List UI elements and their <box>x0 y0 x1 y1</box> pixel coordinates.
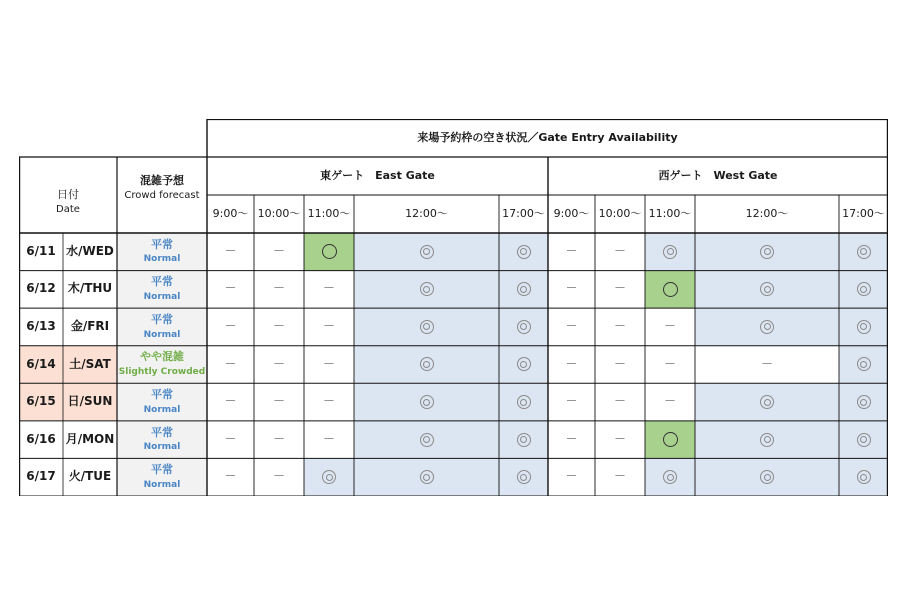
slot-east-3 <box>354 308 499 346</box>
available-mark-icon <box>857 282 871 296</box>
slot-west-3 <box>695 346 839 384</box>
slot-east-2 <box>304 421 354 459</box>
time-header-west-0 <box>548 195 595 233</box>
unavailable-mark-icon: － <box>565 394 578 409</box>
slot-west-0 <box>548 383 595 421</box>
available-mark-icon <box>517 395 531 409</box>
unavailable-mark-icon: － <box>272 394 285 409</box>
slot-west-2 <box>645 383 695 421</box>
available-mark-icon <box>517 470 531 484</box>
available-mark-icon <box>420 320 434 334</box>
slot-east-0 <box>207 308 254 346</box>
slot-east-3 <box>354 458 499 496</box>
unavailable-mark-icon: － <box>322 356 335 371</box>
available-mark-icon <box>420 395 434 409</box>
slot-east-0 <box>207 271 254 309</box>
available-mark-icon <box>760 470 774 484</box>
time-label: 17:00～ <box>842 206 885 220</box>
time-label: 9:00～ <box>212 206 249 220</box>
slot-west-2 <box>645 271 695 309</box>
unavailable-mark-icon: － <box>613 469 626 484</box>
row-date: 6/15 <box>19 383 63 421</box>
slot-west-3 <box>695 271 839 309</box>
unavailable-mark-icon: － <box>613 394 626 409</box>
slot-west-1 <box>595 271 645 309</box>
west-gate-header <box>548 157 888 195</box>
slot-west-1 <box>595 346 645 384</box>
gate-availability-table <box>19 119 888 496</box>
slot-east-1 <box>254 458 304 496</box>
time-header-east-4 <box>499 195 548 233</box>
unavailable-mark-icon: － <box>613 319 626 333</box>
available-mark-icon <box>663 470 677 484</box>
unavailable-mark-icon: － <box>613 281 626 296</box>
slot-west-2 <box>645 458 695 496</box>
east-gate-label: 東ゲート East Gate <box>320 168 435 182</box>
time-header-west-1 <box>595 195 645 233</box>
available-mark-icon <box>857 433 871 447</box>
available-mark-icon <box>760 320 774 334</box>
unavailable-mark-icon: － <box>322 281 335 296</box>
slot-east-0 <box>207 458 254 496</box>
forecast-label-en: Crowd forecast <box>124 189 200 201</box>
slot-east-4 <box>499 458 548 496</box>
available-mark-icon <box>322 470 336 484</box>
availability-title-text: 来場予約枠の空き状況／Gate Entry Availability <box>417 130 678 144</box>
row-date: 6/13 <box>19 308 63 346</box>
forecast-jp: 平常 <box>151 275 173 289</box>
slot-west-4 <box>839 346 888 384</box>
available-mark-icon <box>760 433 774 447</box>
unavailable-mark-icon: － <box>224 394 237 409</box>
forecast-jp: 平常 <box>151 312 173 326</box>
time-label: 11:00～ <box>648 206 692 220</box>
available-mark-icon <box>420 470 434 484</box>
unavailable-mark-icon: － <box>613 431 626 446</box>
unavailable-mark-icon: － <box>224 431 237 446</box>
forecast-en: Slightly Crowded <box>118 367 206 378</box>
slot-west-3 <box>695 233 839 271</box>
crowd-forecast <box>117 271 207 309</box>
slot-west-4 <box>839 271 888 309</box>
slot-east-1 <box>254 233 304 271</box>
east-gate-header <box>207 157 548 195</box>
available-mark-icon <box>760 395 774 409</box>
forecast-en: Normal <box>143 404 181 415</box>
slot-west-2 <box>645 233 695 271</box>
crowd-forecast <box>117 383 207 421</box>
few-seats-mark-icon <box>663 432 678 447</box>
unavailable-mark-icon: － <box>224 356 237 371</box>
forecast-label-jp: 混雑予想 <box>140 173 184 187</box>
availability-title <box>207 119 888 157</box>
unavailable-mark-icon: － <box>322 394 335 409</box>
few-seats-mark-icon <box>663 282 678 297</box>
slot-west-1 <box>595 308 645 346</box>
time-header-east-3 <box>354 195 499 233</box>
date-label-jp: 日付 <box>57 187 79 201</box>
row-day: 木/THU <box>63 271 117 309</box>
slot-east-4 <box>499 421 548 459</box>
available-mark-icon <box>517 433 531 447</box>
slot-east-2 <box>304 346 354 384</box>
slot-east-2 <box>304 383 354 421</box>
date-header <box>19 157 117 233</box>
slot-west-0 <box>548 458 595 496</box>
available-mark-icon <box>517 282 531 296</box>
forecast-en: Normal <box>143 329 181 340</box>
available-mark-icon <box>663 245 677 259</box>
available-mark-icon <box>760 282 774 296</box>
unavailable-mark-icon: － <box>613 356 626 371</box>
unavailable-mark-icon: － <box>663 356 676 371</box>
slot-west-1 <box>595 421 645 459</box>
unavailable-mark-icon: － <box>565 431 578 446</box>
unavailable-mark-icon: － <box>565 319 578 333</box>
forecast-en: Normal <box>143 479 181 490</box>
slot-east-1 <box>254 383 304 421</box>
row-date: 6/11 <box>19 233 63 271</box>
unavailable-mark-icon: － <box>224 469 237 484</box>
slot-east-4 <box>499 383 548 421</box>
slot-west-0 <box>548 346 595 384</box>
forecast-jp: 平常 <box>151 425 173 439</box>
unavailable-mark-icon: － <box>565 281 578 296</box>
slot-east-1 <box>254 421 304 459</box>
slot-west-3 <box>695 421 839 459</box>
time-header-west-3 <box>695 195 839 233</box>
time-label: 10:00～ <box>257 206 301 220</box>
slot-east-2 <box>304 458 354 496</box>
slot-west-0 <box>548 421 595 459</box>
available-mark-icon <box>857 320 871 334</box>
crowd-forecast <box>117 308 207 346</box>
forecast-jp: 平常 <box>151 463 173 477</box>
time-header-west-4 <box>839 195 888 233</box>
unavailable-mark-icon: － <box>224 243 237 258</box>
available-mark-icon <box>857 470 871 484</box>
time-label: 9:00～ <box>553 206 590 220</box>
available-mark-icon <box>517 245 531 259</box>
time-label: 10:00～ <box>598 206 642 220</box>
unavailable-mark-icon: － <box>272 431 285 446</box>
slot-east-3 <box>354 271 499 309</box>
unavailable-mark-icon: － <box>322 319 335 333</box>
slot-east-0 <box>207 421 254 459</box>
unavailable-mark-icon: － <box>272 319 285 333</box>
slot-west-4 <box>839 458 888 496</box>
unavailable-mark-icon: － <box>224 319 237 333</box>
crowd-forecast <box>117 458 207 496</box>
forecast-jp: やや混雑 <box>140 350 184 364</box>
available-mark-icon <box>517 357 531 371</box>
time-label: 12:00～ <box>405 206 448 220</box>
forecast-jp: 平常 <box>151 388 173 402</box>
row-date: 6/12 <box>19 271 63 309</box>
forecast-en: Normal <box>143 254 181 265</box>
slot-west-4 <box>839 421 888 459</box>
slot-west-3 <box>695 308 839 346</box>
unavailable-mark-icon: － <box>613 243 626 258</box>
slot-east-4 <box>499 271 548 309</box>
row-day: 土/SAT <box>63 346 117 384</box>
unavailable-mark-icon: － <box>565 356 578 371</box>
slot-east-3 <box>354 421 499 459</box>
slot-east-0 <box>207 383 254 421</box>
crowd-forecast <box>117 421 207 459</box>
slot-west-0 <box>548 308 595 346</box>
slot-east-3 <box>354 233 499 271</box>
slot-west-2 <box>645 346 695 384</box>
unavailable-mark-icon: － <box>565 469 578 484</box>
available-mark-icon <box>420 282 434 296</box>
date-label-en: Date <box>56 203 80 215</box>
unavailable-mark-icon: － <box>663 319 676 333</box>
row-day: 金/FRI <box>63 308 117 346</box>
row-day: 水/WED <box>63 233 117 271</box>
time-header-west-2 <box>645 195 695 233</box>
available-mark-icon <box>857 357 871 371</box>
unavailable-mark-icon: － <box>224 281 237 296</box>
slot-east-4 <box>499 233 548 271</box>
available-mark-icon <box>760 245 774 259</box>
unavailable-mark-icon: － <box>565 243 578 258</box>
slot-east-0 <box>207 346 254 384</box>
slot-east-4 <box>499 346 548 384</box>
slot-east-2 <box>304 271 354 309</box>
row-day: 火/TUE <box>63 458 117 496</box>
slot-west-0 <box>548 233 595 271</box>
row-date: 6/17 <box>19 458 63 496</box>
unavailable-mark-icon: － <box>760 356 773 371</box>
row-day: 月/MON <box>63 421 117 459</box>
forecast-jp: 平常 <box>151 237 173 251</box>
crowd-forecast <box>117 346 207 384</box>
slot-west-4 <box>839 233 888 271</box>
available-mark-icon <box>857 245 871 259</box>
available-mark-icon <box>517 320 531 334</box>
west-gate-label: 西ゲート West Gate <box>658 168 778 182</box>
slot-east-4 <box>499 308 548 346</box>
available-mark-icon <box>420 245 434 259</box>
crowd-forecast <box>117 233 207 271</box>
time-header-east-1 <box>254 195 304 233</box>
time-label: 11:00～ <box>307 206 351 220</box>
slot-east-2 <box>304 308 354 346</box>
time-label: 17:00～ <box>502 206 545 220</box>
unavailable-mark-icon: － <box>272 243 285 258</box>
unavailable-mark-icon: － <box>322 431 335 446</box>
row-day: 日/SUN <box>63 383 117 421</box>
few-seats-mark-icon <box>322 244 337 259</box>
slot-east-1 <box>254 308 304 346</box>
slot-west-2 <box>645 421 695 459</box>
forecast-en: Normal <box>143 291 181 302</box>
slot-west-1 <box>595 233 645 271</box>
slot-west-2 <box>645 308 695 346</box>
time-label: 12:00～ <box>745 206 789 220</box>
slot-west-4 <box>839 308 888 346</box>
slot-east-3 <box>354 383 499 421</box>
unavailable-mark-icon: － <box>272 356 285 371</box>
available-mark-icon <box>857 395 871 409</box>
slot-west-0 <box>548 271 595 309</box>
unavailable-mark-icon: － <box>663 394 676 409</box>
slot-west-4 <box>839 383 888 421</box>
row-date: 6/14 <box>19 346 63 384</box>
forecast-en: Normal <box>143 442 181 453</box>
slot-east-0 <box>207 233 254 271</box>
time-header-east-0 <box>207 195 254 233</box>
available-mark-icon <box>420 433 434 447</box>
time-header-east-2 <box>304 195 354 233</box>
available-mark-icon <box>420 357 434 371</box>
unavailable-mark-icon: － <box>272 469 285 484</box>
slot-east-1 <box>254 271 304 309</box>
slot-east-3 <box>354 346 499 384</box>
slot-west-3 <box>695 458 839 496</box>
slot-east-1 <box>254 346 304 384</box>
slot-west-1 <box>595 458 645 496</box>
slot-west-3 <box>695 383 839 421</box>
slot-east-2 <box>304 233 354 271</box>
forecast-header <box>117 157 207 233</box>
unavailable-mark-icon: － <box>272 281 285 296</box>
row-date: 6/16 <box>19 421 63 459</box>
slot-west-1 <box>595 383 645 421</box>
